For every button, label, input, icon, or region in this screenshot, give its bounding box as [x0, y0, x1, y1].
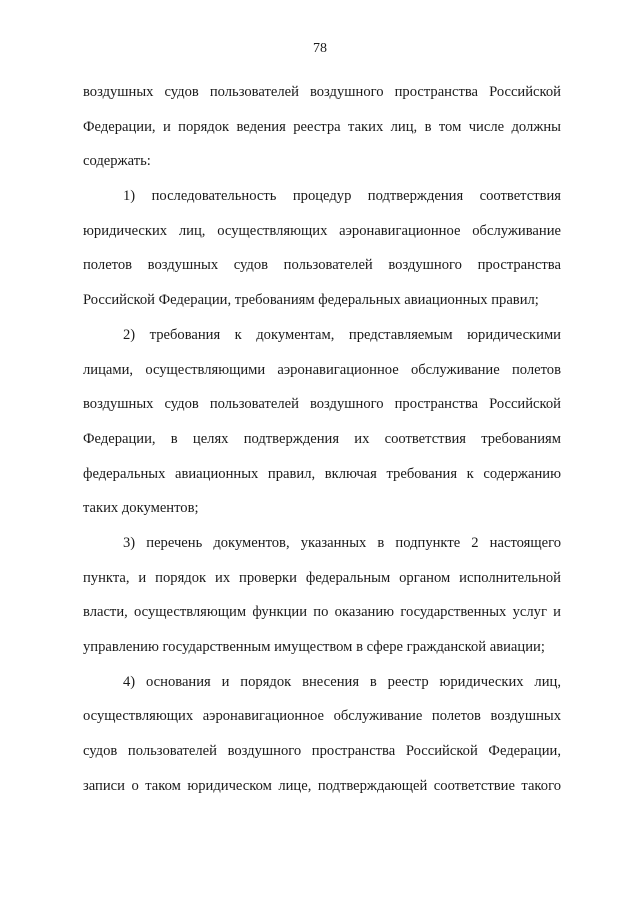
text-line: Федерации, и порядок ведения реестра таких лиц, в том числе должны [83, 118, 561, 135]
text-line: пункта, и порядок их проверки федеральным органом исполнительной [83, 569, 561, 586]
text-line: 1) последовательность процедур подтверждения соответствия [123, 188, 561, 205]
text-line: полетов воздушных судов пользователей воздушного пространства [83, 257, 561, 274]
text-line: Федерации, в целях подтверждения их соответствия требованиям [83, 430, 561, 447]
text-line: 4) основания и порядок внесения в реестр юридических лиц, [123, 673, 561, 690]
text-line: содержать: [83, 153, 151, 170]
document-body [83, 75, 561, 803]
text-line: воздушных судов пользователей воздушного пространства Российской [83, 84, 561, 100]
text-line: записи о таком юридическом лице, подтверждающей соответствие такого [83, 777, 561, 794]
text-line: судов пользователей воздушного пространства Российской Федерации, [83, 743, 561, 760]
text-line: управлению государственным имуществом в сфере гражданской авиации; [83, 639, 545, 655]
text-line: лицами, осуществляющими аэронавигационное обслуживание полетов [83, 361, 561, 378]
text-line: власти, осуществляющим функции по оказанию государственных услуг и [83, 604, 561, 621]
text-line: осуществляющих аэронавигационное обслуживание полетов воздушных [83, 708, 561, 725]
text-line: 3) перечень документов, указанных в подпункте 2 настоящего [123, 534, 561, 551]
text-line: 2) требования к документам, представляемым юридическими [123, 326, 561, 343]
page-number: 78 [313, 41, 327, 56]
text-line: Российской Федерации, требованиям федеральных авиационных правил; [83, 292, 539, 309]
text-line: таких документов; [83, 500, 199, 517]
text-line: воздушных судов пользователей воздушного пространства Российской [83, 396, 561, 413]
text-line: федеральных авиационных правил, включая требования к содержанию [83, 465, 561, 482]
text-line: юридических лиц, осуществляющих аэронавигационное обслуживание [83, 222, 561, 239]
